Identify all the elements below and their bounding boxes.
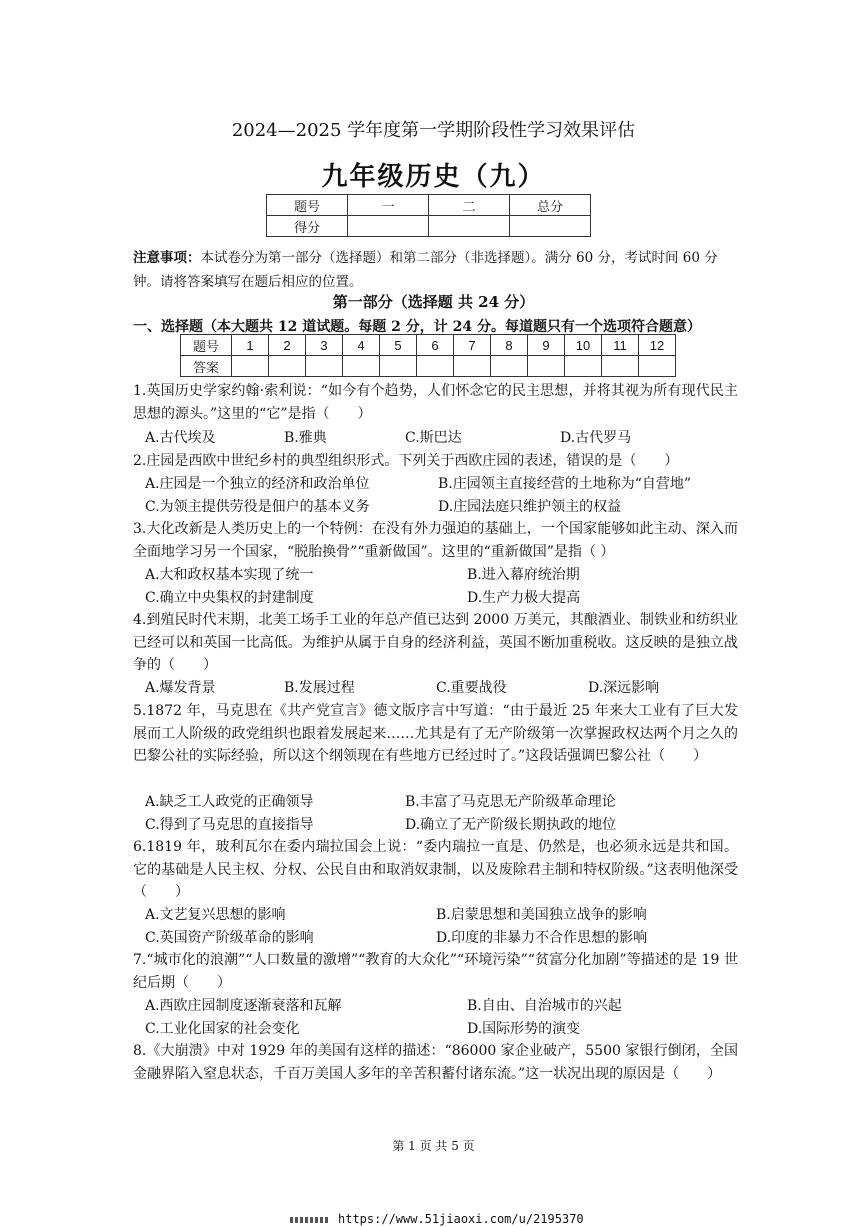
question-1-option-b: B.雅典 <box>284 430 327 446</box>
question-6-stem: 6.1819 年，玻利瓦尔在委内瑞拉国会上说：“委内瑞拉一直是、仍然是，也必须永远是共和国。它的基础是人民主权、分权、公民自由和取消奴隶制，以及废除君主制和特权阶级。”这表明他深受（ ） <box>133 839 738 900</box>
answer-cell[interactable] <box>639 356 676 377</box>
question-7-option-a: A.西欧庄园制度逐渐衰落和瓦解 <box>145 998 342 1014</box>
question-1-option-c: C.斯巴达 <box>405 430 462 446</box>
question-2-option-a: A.庄园是一个独立的经济和政治单位 <box>145 476 370 492</box>
answer-number: 10 <box>565 335 602 356</box>
answer-header-label: 题号 <box>181 335 232 356</box>
exam-subtitle: 2024—2025 学年度第一学期阶段性学习效果评估 <box>231 120 636 141</box>
score-table <box>266 194 591 237</box>
answer-cell[interactable] <box>491 356 528 377</box>
question-6-option-d: D.印度的非暴力不合作思想的影响 <box>436 930 648 946</box>
answer-cell[interactable] <box>417 356 454 377</box>
question-3-option-d: D.生产力极大提高 <box>467 590 581 606</box>
answer-table <box>180 334 676 377</box>
question-2-option-b: B.庄园领主直接经营的土地称为“自营地” <box>438 476 692 492</box>
answer-number: 6 <box>417 335 454 356</box>
question-3-option-c: C.确立中央集权的封建制度 <box>145 590 314 606</box>
page-number: 第 1 页 共 5 页 <box>392 1139 475 1153</box>
answer-cell[interactable] <box>380 356 417 377</box>
question-2-option-d: D.庄园法庭只维护领主的权益 <box>438 499 622 515</box>
question-6-option-b: B.启蒙思想和美国独立战争的影响 <box>436 907 647 923</box>
answer-number: 5 <box>380 335 417 356</box>
answer-number: 8 <box>491 335 528 356</box>
source-url-text: https://www.51jiaoxi.com/u/2195370 <box>338 1212 584 1226</box>
answer-cell[interactable] <box>454 356 491 377</box>
question-5-option-c: C.得到了马克思的直接指导 <box>145 817 314 833</box>
answer-number: 3 <box>306 335 343 356</box>
question-6-option-c: C.英国资产阶级革命的影响 <box>145 930 314 946</box>
question-7-option-b: B.自由、自治城市的兴起 <box>467 998 622 1014</box>
exam-title: 九年级历史（九） <box>321 162 546 192</box>
question-5-option-b: B.丰富了马克思无产阶级革命理论 <box>405 794 616 810</box>
question-1-option-d: D.古代罗马 <box>560 430 632 446</box>
answer-number: 11 <box>602 335 639 356</box>
question-4-option-b: B.发展过程 <box>284 680 355 696</box>
answer-cell[interactable] <box>528 356 565 377</box>
answer-row-label: 答案 <box>181 356 232 377</box>
question-3-option-b: B.进入幕府统治期 <box>467 567 580 583</box>
answer-cell[interactable] <box>602 356 639 377</box>
question-1-option-a: A.古代埃及 <box>145 430 216 446</box>
source-url[interactable] <box>290 1212 584 1226</box>
answer-cell[interactable] <box>565 356 602 377</box>
answer-cell[interactable] <box>343 356 380 377</box>
score-header-cell: 一 <box>348 195 429 216</box>
question-4-option-a: A.爆发背景 <box>145 680 216 696</box>
question-5-option-a: A.缺乏工人政党的正确领导 <box>145 794 314 810</box>
question-8-stem: 8.《大崩溃》中对 1929 年的美国有这样的描述：“86000 家企业破产，5500 家银行倒闭，全国金融界陷入窒息状态，千百万美国人多年的辛苦积蓄付诸东流。”这一状况出现的原因是（ ） <box>133 1043 738 1082</box>
question-7-stem: 7.“城市化的浪潮”“人口数量的激增”“教育的大众化”“环境污染”“贫富分化加剧”等描述的是 19 世纪后期（ ） <box>133 952 738 991</box>
score-blank-cell[interactable] <box>429 216 510 237</box>
watermark-icon <box>290 1217 330 1223</box>
score-blank-cell[interactable] <box>348 216 429 237</box>
answer-cell[interactable] <box>306 356 343 377</box>
answer-cell[interactable] <box>232 356 269 377</box>
answer-number: 1 <box>232 335 269 356</box>
question-7-option-d: D.国际形势的演变 <box>467 1021 581 1037</box>
notice-label: 注意事项： <box>133 250 201 266</box>
notice <box>133 246 735 294</box>
score-label-cell: 得分 <box>267 216 348 237</box>
part-title: 第一部分（选择题 共 24 分） <box>332 293 535 311</box>
question-4-option-d: D.深远影响 <box>588 680 660 696</box>
question-3-option-a: A.大和政权基本实现了统一 <box>145 567 314 583</box>
score-blank-cell[interactable] <box>510 216 591 237</box>
question-3-stem: 3.大化改新是人类历史上的一个特例：在没有外力强迫的基础上，一个国家能够如此主动、深入而全面地学习另一个国家，“脱胎换骨”“重新做国”。这里的“重新做国”是指（ ） <box>133 521 738 560</box>
question-2-stem: 2.庄园是西欧中世纪乡村的典型组织形式。下列关于西欧庄园的表述，错误的是（ ） <box>133 453 679 469</box>
answer-cell[interactable] <box>269 356 306 377</box>
question-4-stem: 4.到殖民时代末期，北美工场手工业的年总产值已达到 2000 万美元，其酿酒业、制铁业和纺织业已经可以和英国一比高低。为维护从属于自身的经济利益，英国不断加重税收。这反映的是独立战争的（ ） <box>133 612 738 673</box>
score-header-cell: 二 <box>429 195 510 216</box>
answer-number: 7 <box>454 335 491 356</box>
question-1-stem: 1.英国历史学家约翰·索利说：“如今有个趋势，人们怀念它的民主思想，并将其视为所有现代民主思想的源头。”这里的“它”是指（ ） <box>133 383 738 422</box>
question-6-option-a: A.文艺复兴思想的影响 <box>145 907 286 923</box>
answer-number: 4 <box>343 335 380 356</box>
score-header-cell: 题号 <box>267 195 348 216</box>
question-7-option-c: C.工业化国家的社会变化 <box>145 1021 300 1037</box>
answer-number: 2 <box>269 335 306 356</box>
question-4-option-c: C.重要战役 <box>436 680 507 696</box>
section-title: 一、选择题（本大题共 12 道试题。每题 2 分，计 24 分。每道题只有一个选项符合题意） <box>133 319 701 335</box>
question-2-option-c: C.为领主提供劳役是佃户的基本义务 <box>145 499 370 515</box>
answer-number: 12 <box>639 335 676 356</box>
question-5-stem: 5.1872 年，马克思在《共产党宣言》德文版序言中写道：“由于最近 25 年来大工业有了巨大发展而工人阶级的政党组织也跟着发展起来……尤其是有了无产阶级第一次掌握政权达两个月之久的巴黎公社的实际经验，所以这个纲领现在有些地方已经过时了。”这段话强调巴黎公社（ ） <box>133 703 738 764</box>
answer-number: 9 <box>528 335 565 356</box>
notice-text: 本试卷分为第一部分（选择题）和第二部分（非选择题）。满分 60 分，考试时间 60 分钟。请将答案填写在题后相应的位置。 <box>133 250 718 290</box>
score-header-cell: 总分 <box>510 195 591 216</box>
question-5-option-d: D.确立了无产阶级长期执政的地位 <box>405 817 617 833</box>
